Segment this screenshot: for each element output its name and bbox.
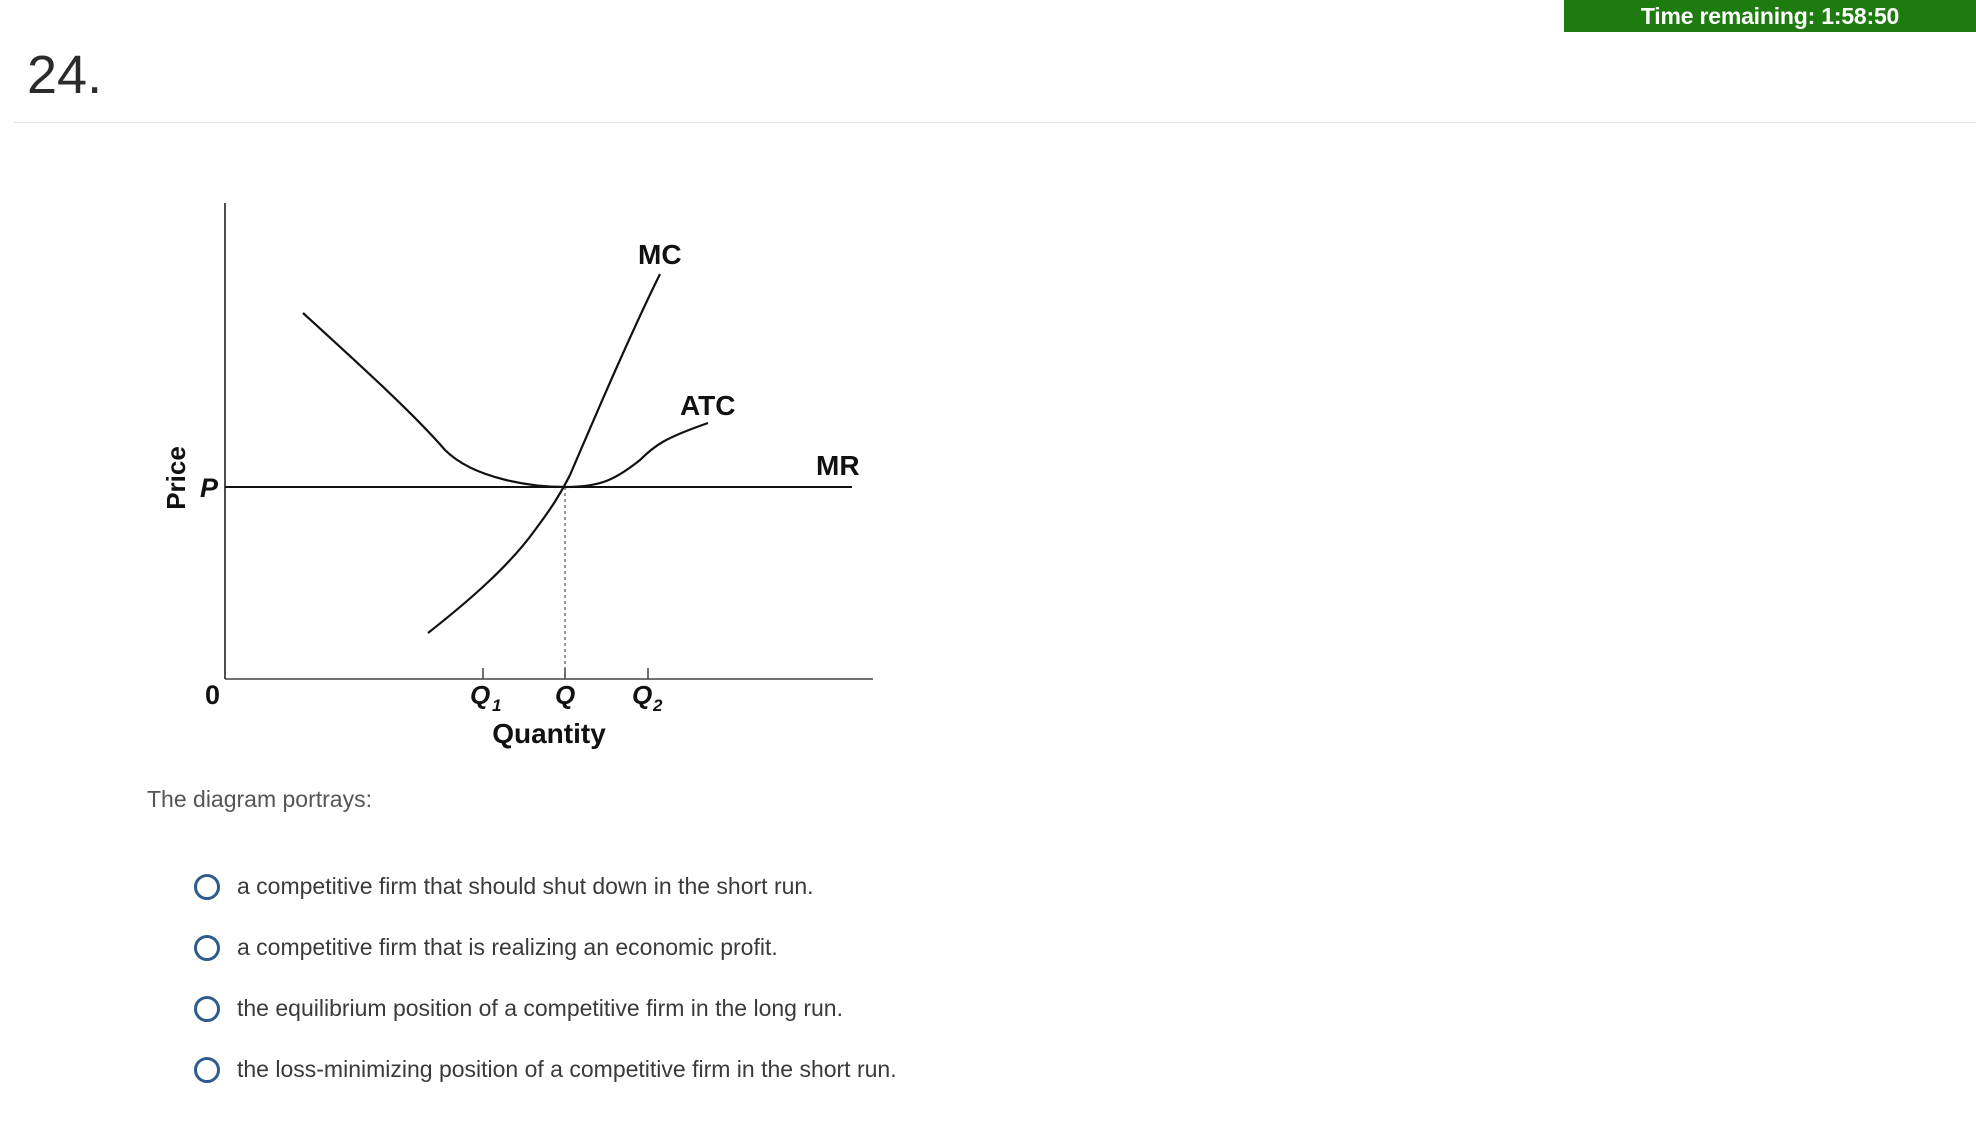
x-axis-label: Quantity [492, 718, 606, 749]
tick-label-q2-main: Q [632, 680, 653, 710]
tick-label-q1 [470, 680, 501, 715]
origin-label: 0 [205, 680, 221, 710]
time-remaining-banner [1564, 0, 1976, 32]
answer-option-label[interactable]: the equilibrium position of a competitive firm in the long run. [237, 995, 843, 1021]
mc-label: MC [638, 239, 682, 270]
answer-option[interactable] [194, 978, 897, 1039]
cost-curves-diagram [150, 190, 890, 770]
radio-button[interactable] [194, 1057, 220, 1083]
header-divider [14, 122, 1976, 123]
question-prompt: The diagram portrays: [147, 786, 372, 812]
tick-label-q1-main: Q [470, 680, 491, 710]
atc-curve [303, 313, 708, 487]
radio-button[interactable] [194, 935, 220, 961]
tick-label-q2 [632, 680, 663, 715]
answer-option-label[interactable]: a competitive firm that is realizing an economic profit. [237, 934, 778, 960]
diagram-svg [150, 190, 890, 770]
tick-label-q2-sub: 2 [653, 696, 663, 715]
answer-option-label[interactable]: a competitive firm that should shut down in the short run. [237, 873, 814, 899]
radio-button[interactable] [194, 874, 220, 900]
mr-label: MR [816, 450, 860, 481]
answer-option[interactable] [194, 917, 897, 978]
time-remaining-text: Time remaining: 1:58:50 [1640, 2, 1900, 29]
answer-option[interactable] [194, 856, 897, 917]
question-number: 24. [27, 45, 103, 105]
tick-label-q1-sub: 1 [492, 696, 502, 715]
radio-button[interactable] [194, 996, 220, 1022]
answer-option[interactable] [194, 1039, 897, 1100]
answer-options [194, 856, 897, 1100]
atc-label: ATC [680, 390, 736, 421]
answer-option-label[interactable]: the loss-minimizing position of a competitive firm in the short run. [237, 1056, 897, 1082]
price-p-label: P [200, 473, 219, 503]
mc-curve [428, 274, 660, 633]
y-axis-label: Price [161, 446, 191, 510]
tick-label-q: Q [555, 680, 576, 710]
